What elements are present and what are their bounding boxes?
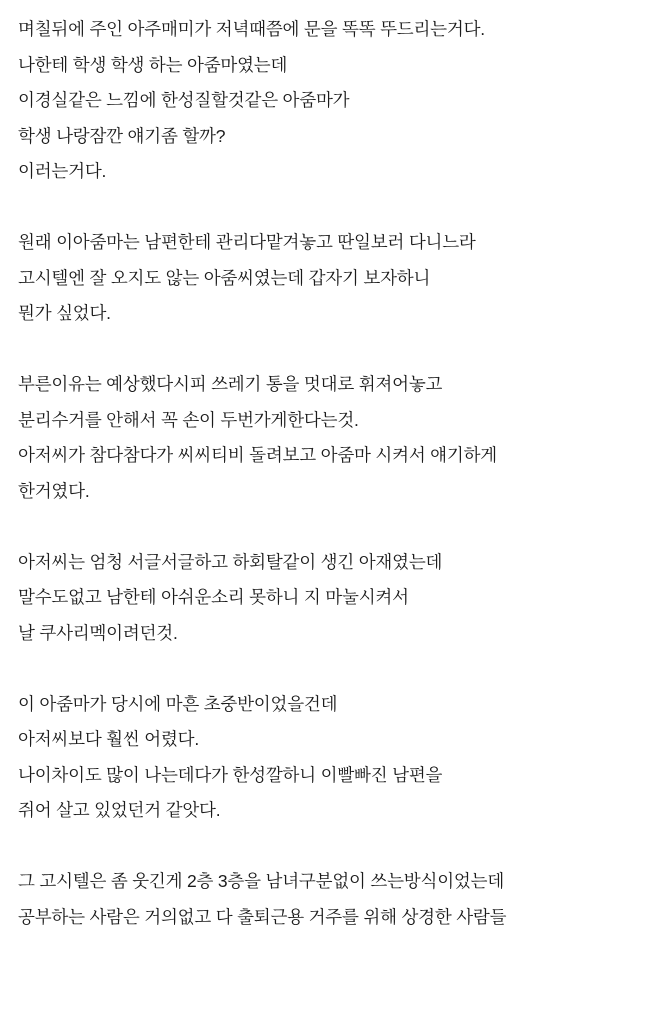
text-line: 이경실같은 느낌에 한성질할것같은 아줌마가: [18, 90, 350, 110]
text-line: 나이차이도 많이 나는데다가 한성깔하니 이빨빠진 남편을: [18, 764, 443, 785]
text-line: 학생 나랑잠깐 얘기좀 할까?: [18, 125, 226, 146]
text-line: 분리수거를 안해서 꼭 손이 두번가게한다는것.: [18, 409, 359, 430]
paragraph-spacer: [18, 190, 652, 226]
text-line: 아저씨는 엄청 서글서글하고 하회탈같이 생긴 아재였는데: [18, 551, 443, 572]
paragraph: [18, 225, 652, 332]
text-line: 아저씨보다 훨씬 어렸다.: [18, 729, 200, 749]
text-line: 말수도없고 남한테 아쉬운소리 못하니 지 마눌시켜서: [18, 587, 409, 607]
text-line: 나한테 학생 학생 하는 아줌마였는데: [18, 54, 288, 75]
text-line: 부른이유는 예상했다시피 쓰레기 통을 멋대로 휘져어놓고: [18, 374, 443, 394]
text-line: 고시텔엔 잘 오지도 않는 아줌씨였는데 갑자기 보자하니: [18, 267, 431, 288]
text-line: 이 아줌마가 당시에 마흔 초중반이었을건데: [18, 693, 338, 714]
text-line: 원래 이아줌마는 남편한테 관리다맡겨놓고 딴일보러 다니느라: [18, 232, 476, 252]
paragraph: [18, 864, 652, 935]
story-text-body: [18, 12, 652, 935]
text-line: 이러는거다.: [18, 161, 107, 181]
text-line: 뭔가 싶었다.: [18, 303, 111, 323]
paragraph: [18, 545, 652, 652]
text-line: 쥐어 살고 있었던거 같앗다.: [18, 800, 221, 820]
text-line: 공부하는 사람은 거의없고 다 출퇴근용 거주를 위해 상경한 사람들: [18, 906, 507, 927]
paragraph-spacer: [18, 829, 652, 865]
text-line: 한거였다.: [18, 480, 90, 501]
paragraph-spacer: [18, 651, 652, 687]
paragraph-spacer: [18, 509, 652, 545]
paragraph: [18, 367, 652, 509]
paragraph: [18, 12, 652, 190]
paragraph-spacer: [18, 332, 652, 368]
text-line: 그 고시텔은 좀 웃긴게 2층 3층을 남녀구분없이 쓰는방식이었는데: [18, 871, 505, 891]
text-line: 아저씨가 참다참다가 씨씨티비 돌려보고 아줌마 시켜서 얘기하게: [18, 445, 498, 465]
paragraph: [18, 687, 652, 829]
text-line: 날 쿠사리멕이려던것.: [18, 622, 178, 643]
text-line: 며칠뒤에 주인 아주매미가 저녁때쯤에 문을 똑똑 뚜드리는거다.: [18, 19, 485, 39]
